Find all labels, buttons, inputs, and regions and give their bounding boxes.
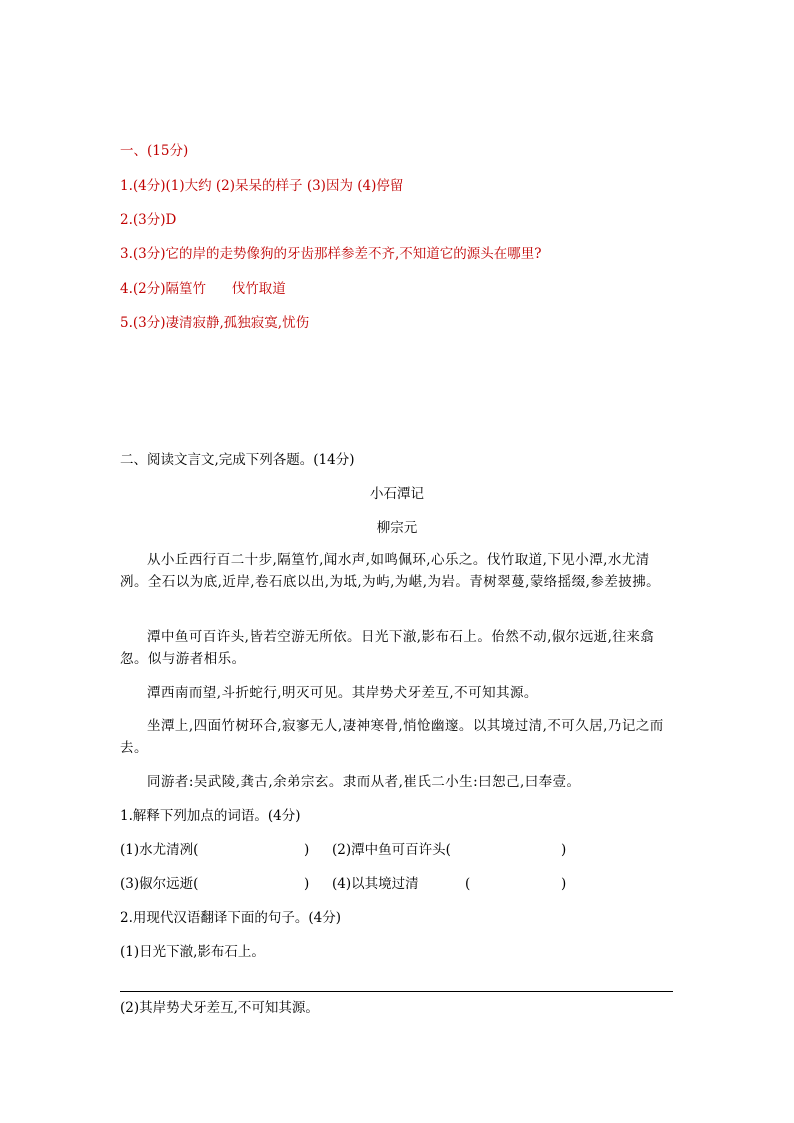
q1-item-2: (2)潭中鱼可百许头( (332, 842, 451, 858)
passage-paragraph-2: 潭中鱼可百许头,皆若空游无所依。日光下澈,影布石上。佁然不动,俶尔远逝,往来翕忽。似与游者相乐。 (120, 629, 655, 667)
answer-5: 5.(3分)凄清寂静,孤独寂寞,忧伤 (120, 315, 310, 331)
question-2-sentence-2: (2)其岸势犬牙差互,不可知其源。 (120, 1000, 319, 1016)
section1-heading: 一、(15分) (120, 143, 189, 159)
passage-paragraph-3: 潭西南而望,斗折蛇行,明灭可见。其岸势犬牙差互,不可知其源。 (147, 685, 538, 701)
answer-4: 4.(2分)隔篁竹 伐竹取道 (120, 281, 286, 297)
passage-author: 柳宗元 (376, 520, 418, 536)
q1-item-4-open: ( (465, 876, 471, 892)
passage-title: 小石潭记 (370, 486, 424, 502)
answer-2: 2.(3分)D (120, 212, 177, 228)
passage-paragraph-1: 从小丘西行百二十步,隔篁竹,闻水声,如鸣佩环,心乐之。伐竹取道,下见小潭,水尤清冽。全石以为底,近岸,卷石底以出,为坻,为屿,为嵁,为岩。青树翠蔓,蒙络摇缀,参差披拂。 (120, 552, 661, 590)
section2-heading: 二、阅读文言文,完成下列各题。(14分) (120, 452, 355, 468)
question-2-sentence-1: (1)日光下澈,影布石上。 (120, 944, 265, 960)
q1-item-2-close: ) (561, 842, 567, 858)
question-2-prompt: 2.用现代汉语翻译下面的句子。(4分) (120, 910, 342, 926)
answer-3: 3.(3分)它的岸的走势像狗的牙齿那样参差不齐,不知道它的源头在哪里? (120, 246, 542, 262)
q1-item-3-close: ) (304, 876, 310, 892)
q1-item-4-close: ) (561, 876, 567, 892)
q1-item-3: (3)俶尔远逝( (120, 876, 199, 892)
passage-paragraph-4: 坐潭上,四面竹树环合,寂寥无人,凄神寒骨,悄怆幽邃。以其境过清,不可久居,乃记之而去。 (120, 718, 664, 756)
question-1-prompt: 1.解释下列加点的词语。(4分) (120, 808, 301, 824)
passage-paragraph-5: 同游者:吴武陵,龚古,余弟宗玄。隶而从者,崔氏二小生:曰恕己,曰奉壹。 (147, 774, 581, 790)
answer-1: 1.(4分)(1)大约 (2)呆呆的样子 (3)因为 (4)停留 (120, 178, 404, 194)
q1-item-1-close: ) (304, 842, 310, 858)
q1-item-1: (1)水尤清冽( (120, 842, 199, 858)
answer-line (120, 991, 673, 992)
q1-item-4: (4)以其境过清 (332, 876, 419, 892)
